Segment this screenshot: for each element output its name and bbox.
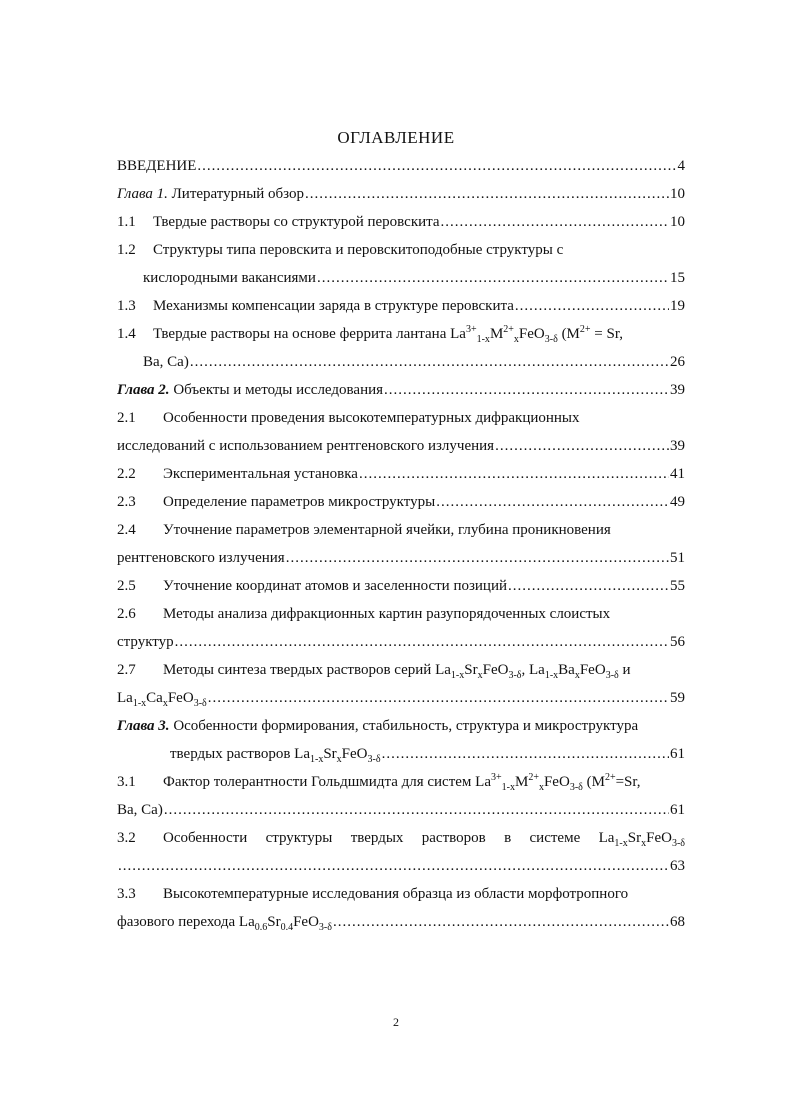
toc-entry-2-1[interactable]: [117, 407, 685, 429]
entry-text: Уточнение координат атомов и заселенности позиций: [163, 578, 508, 594]
entry-text-cont: структур: [117, 634, 174, 650]
toc-entry-1-1[interactable]: [117, 211, 685, 233]
entry-page: 49: [670, 494, 685, 510]
section-number: 3.2: [117, 830, 136, 846]
section-number: 2.4: [117, 522, 136, 538]
entry-page: 10: [670, 186, 685, 202]
toc-entry-2-6[interactable]: [117, 603, 685, 625]
entry-text: Механизмы компенсации заряда в структуре перовскита: [153, 298, 514, 314]
toc-title: ОГЛАВЛЕНИЕ: [337, 128, 455, 147]
entry-page: 61: [670, 802, 685, 818]
toc-entry-1-4[interactable]: 1.4 Твердые растворы на основе феррита лантана $La^{3+}_{1-x}M^{2+}_xFeO_{3-\delta}$ ($M^{2+} = Sr$,: [117, 324, 623, 345]
toc-entry-1-4-cont[interactable]: [143, 351, 685, 373]
section-number: 2.5: [117, 578, 136, 594]
chapter-label: Глава 3.: [117, 718, 170, 734]
formula: $La_{1-x}Ca_xFeO_{3-\delta}$: [117, 690, 207, 709]
toc-entry-2-7-cont[interactable]: [117, 687, 685, 709]
page-number: 2: [393, 1015, 399, 1029]
toc-entry-2-4-cont[interactable]: [117, 547, 685, 569]
section-number: 2.7: [117, 662, 136, 678]
entry-page: 10: [670, 214, 685, 230]
entry-text: Методы синтеза твердых растворов серий: [163, 662, 432, 678]
entry-text: Твердые растворы на основе феррита лантана: [153, 326, 447, 342]
toc-entry-3-3-cont[interactable]: фазового перехода $La_{0.6}Sr_{0.4}FeO_{3-\delta}$ ..... 68: [117, 911, 685, 933]
entry-text: Фактор толерантности Гольдшмидта для систем: [163, 774, 472, 790]
entry-page: 68: [670, 914, 685, 930]
toc-entry-1-3[interactable]: [117, 295, 685, 317]
toc-entry-2-5[interactable]: [117, 575, 685, 597]
entry-text: Уточнение параметров элементарной ячейки, глубина проникновения: [163, 522, 611, 538]
toc-entry-2-1-cont[interactable]: [117, 435, 685, 457]
section-number: 2.2: [117, 466, 136, 482]
entry-text-cont: кислородными вакансиями: [143, 270, 316, 286]
entry-page: 15: [670, 270, 685, 286]
section-number: 2.6: [117, 606, 136, 622]
entry-page: 41: [670, 466, 685, 482]
toc-entry-1-2[interactable]: [117, 239, 685, 261]
toc-entry-2-7[interactable]: 2.7 Методы синтеза твердых растворов серий $La_{1-x}Sr_xFeO_{3-\delta}$, $La_{1-x}Ba_xFeO_{3-\delta}$ и: [117, 659, 685, 681]
section-number: 2.3: [117, 494, 136, 510]
entry-text: Особенности формирования, стабильность, структура и микроструктура: [169, 718, 639, 734]
toc-entry-3-1-cont[interactable]: [117, 799, 685, 821]
entry-page: 26: [670, 354, 685, 370]
chapter-label: Глава 1.: [117, 186, 168, 202]
entry-page: 51: [670, 550, 685, 566]
entry-text: ВВЕДЕНИЕ: [117, 158, 197, 174]
entry-text-cont: исследований с использованием рентгеновского излучения: [117, 438, 495, 454]
section-number: 3.3: [117, 886, 136, 902]
entry-text: Высокотемпературные исследования образца из области морфотропного: [163, 886, 629, 902]
toc-entry-chapter-3[interactable]: [117, 715, 685, 737]
entry-text-cont: Ba, Ca): [117, 802, 163, 818]
entry-text-cont: рентгеновского излучения: [117, 550, 285, 566]
toc-entry-3-2-cont[interactable]: [117, 855, 685, 877]
entry-text: Объекты и методы исследования: [169, 382, 384, 398]
section-number: 2.1: [117, 410, 136, 426]
entry-text: Методы анализа дифракционных картин разупорядоченных слоистых: [163, 606, 611, 622]
toc-entry-intro[interactable]: [117, 155, 685, 177]
entry-text: Определение параметров микроструктуры: [163, 494, 436, 510]
section-number: 1.1: [117, 214, 136, 230]
section-number: 1.2: [117, 242, 136, 258]
entry-page: 19: [670, 298, 685, 314]
section-number: 1.4: [117, 326, 136, 342]
entry-page: 4: [677, 158, 685, 174]
entry-text: Особенности проведения высокотемпературных дифракционных: [163, 410, 580, 426]
toc-entry-3-3[interactable]: [117, 883, 685, 905]
entry-page: 39: [670, 382, 685, 398]
entry-page: 56: [670, 634, 685, 650]
entry-page: 55: [670, 578, 685, 594]
toc-entry-3-2[interactable]: 3.2 Особенности структуры твердых растворов в системе $La_{1-x}Sr_xFeO_{3-\delta}$: [117, 827, 685, 849]
entry-text: Экспериментальная установка: [163, 466, 358, 482]
toc-entry-3-1[interactable]: 3.1 Фактор толерантности Гольдшмидта для систем $La^{3+}_{1-x}M^{2+}_xFeO_{3-\delta}$ ($M^{2+}=Sr$,: [117, 772, 641, 793]
entry-text-cont: Ba, Ca): [143, 354, 189, 370]
entry-text: Твердые растворы со структурой перовскита: [153, 214, 440, 230]
entry-text: Литературный обзор: [167, 186, 305, 202]
entry-page: 59: [670, 690, 685, 706]
toc-entry-chapter-3-cont[interactable]: твердых растворов $La_{1-x}Sr_xFeO_{3-\delta}$ ..... 61: [170, 743, 685, 765]
entry-text: Структуры типа перовскита и перовскитоподобные структуры с: [153, 242, 564, 258]
toc-entry-2-4[interactable]: [117, 519, 685, 541]
section-number: 3.1: [117, 774, 136, 790]
toc-entry-2-3[interactable]: [117, 491, 685, 513]
toc-entry-2-2[interactable]: [117, 463, 685, 485]
toc-entry-2-6-cont[interactable]: [117, 631, 685, 653]
entry-text-cont: твердых растворов: [170, 746, 291, 762]
entry-page: 61: [670, 746, 685, 762]
toc-entry-chapter-1[interactable]: [117, 183, 685, 205]
entry-page: 39: [670, 438, 685, 454]
toc-entry-1-2-cont[interactable]: [143, 267, 685, 289]
chapter-label: Глава 2.: [117, 382, 170, 398]
section-number: 1.3: [117, 298, 136, 314]
entry-text-cont: фазового перехода: [117, 914, 236, 930]
toc-entry-chapter-2[interactable]: [117, 379, 685, 401]
entry-page: 63: [670, 858, 685, 874]
entry-text: Особенности структуры твердых растворов в системе: [163, 830, 581, 846]
